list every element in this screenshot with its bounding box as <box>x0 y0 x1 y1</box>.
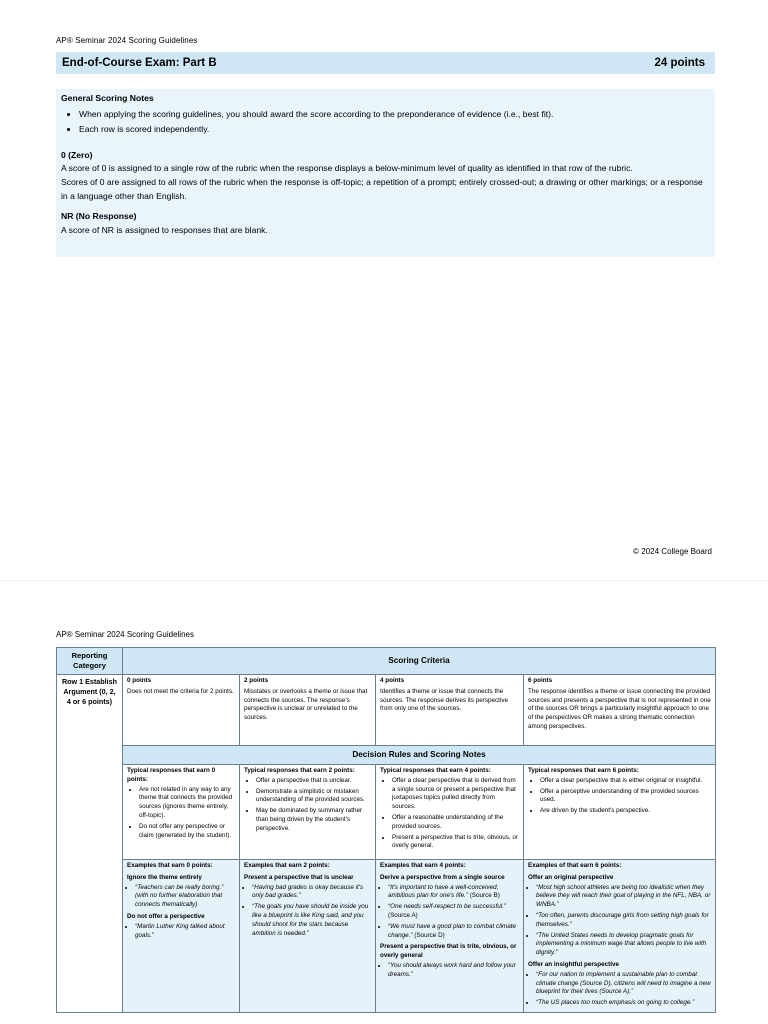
typical-2-points <box>240 765 376 860</box>
points-label: 4 points <box>380 677 405 684</box>
zero-title: 0 (Zero) <box>61 149 93 160</box>
example-subheading: Offer an original perspective <box>528 873 614 881</box>
typical-item: • Demonstrate a simplistic or mistaken understanding of the provided sources. <box>256 788 371 806</box>
example-subheading: Derive a perspective from a single source <box>380 873 505 881</box>
zero-paragraph-2: Scores of 0 are assigned to all rows of the rubric when the response is off-topic; a repetition of a prompt; entirely crossed-out; a drawing or other markings; or a response in a language other than English. <box>61 176 703 201</box>
example-quote: • “Having bad grades is okay because it's only bad grades.” <box>252 884 371 902</box>
example-quote: • “It's important to have a well-conceived, ambitious plan for one's life.” (Source B) <box>388 884 519 902</box>
typical-item: • Offer a perceptive understanding of the provided sources used. <box>540 788 711 806</box>
typical-title: Typical responses that earn 4 points: <box>380 767 491 774</box>
examples-6-points <box>524 860 716 1013</box>
example-quote: • “For our nation to implement a sustainable plan to combat climate change (Source D), citizens will need to imagine a new blueprint for their lives (Source A).” <box>536 971 711 997</box>
typical-0-points <box>123 765 240 860</box>
example-quote: • “The United States needs to develop pragmatic goals for implementing a minimum wage that allows people to live with dignity.” <box>536 932 711 958</box>
examples-4-points <box>376 860 524 1013</box>
general-scoring-notes <box>56 89 715 257</box>
example-quote: • “Most high school athletes are being too idealistic when they believe they will reach their goal of playing in the NFL, NBA, or WNBA.” <box>536 884 711 910</box>
reporting-category-header: Reporting Category <box>57 648 123 675</box>
nr-paragraph: A score of NR is assigned to responses that are blank. <box>61 224 268 235</box>
examples-2-points <box>240 860 376 1013</box>
row-1-category: Row 1 Establish Argument (0, 2, 4 or 6 points) <box>57 675 123 1013</box>
page-divider <box>0 580 768 613</box>
example-quote: • “Too often, parents discourage girls from setting high goals for themselves.” <box>536 912 711 930</box>
examples-title: Examples that earn 0 points: <box>127 862 213 869</box>
example-subheading: Ignore the theme entirely <box>127 873 202 881</box>
criteria-text: Identifies a theme or issue that connects the sources. The response derives its perspective from only one of the sources. <box>380 687 508 713</box>
page-header: AP® Seminar 2024 Scoring Guidelines <box>56 630 194 639</box>
example-quote: • “One needs self-respect to be successful.” (Source A) <box>388 903 519 921</box>
example-quote: • “The US places too much emphasis on going to college.” <box>536 999 711 1008</box>
examples-0-points <box>123 860 240 1013</box>
title-bar <box>56 52 715 74</box>
typical-title: Typical responses that earn 0 points: <box>127 767 216 783</box>
typical-item: • May be dominated by summary rather than being driven by the student's perspective. <box>256 807 371 833</box>
criteria-text: The response identifies a theme or issue connecting the provided sources and presents a perspective that is not represented in one of the sources OR brings a particularly insightful approach to one of the perspectives OR makes a strong thematic connection among perspectives. <box>528 687 711 730</box>
general-notes-title: General Scoring Notes <box>61 93 154 103</box>
typical-item: • Offer a clear perspective that is derived from a single source or present a perspective that juxtaposes topics pulled directly from sources. <box>392 777 519 812</box>
typical-item: • Are driven by the student's perspective. <box>540 807 711 816</box>
typical-6-points <box>524 765 716 860</box>
examples-title: Examples that earn 4 points: <box>380 862 466 869</box>
example-quote: • “Martin Luther King talked about goals.” <box>135 923 235 941</box>
example-quote: • “The goals you have should be inside you like a blueprint is like King said, and you should shoot for the stars because ambition is needed.” <box>252 903 371 938</box>
example-subheading: Do not offer a perspective <box>127 912 205 920</box>
criteria-2-points <box>240 675 376 746</box>
criteria-0-points <box>123 675 240 746</box>
copyright: © 2024 College Board <box>633 547 712 556</box>
total-points: 24 points <box>654 57 705 69</box>
example-subheading: Present a perspective that is trite, obvious, or overly general <box>380 943 517 960</box>
points-label: 0 points <box>127 677 152 684</box>
typical-item: • Present a perspective that is trite, obvious, or overly general. <box>392 834 519 852</box>
typical-4-points <box>376 765 524 860</box>
example-quote: • “Teachers can be really boring.” (with no further elaboration that connects thematically) <box>135 884 235 910</box>
exam-title: End-of-Course Exam: Part B <box>62 57 217 69</box>
typical-item: • Are not related in any way to any theme that connects the provided sources (ignores theme entirely, off-topic). <box>139 786 235 821</box>
criteria-4-points <box>376 675 524 746</box>
typical-title: Typical responses that earn 2 points: <box>244 767 355 774</box>
typical-item: • Offer a clear perspective that is either original or insightful. <box>540 777 711 786</box>
example-quote: • “You should always work hard and follow your dreams.” <box>388 962 519 980</box>
scoring-rubric-table <box>56 647 716 1013</box>
page-header: AP® Seminar 2024 Scoring Guidelines <box>56 36 198 45</box>
examples-title: Examples that earn 2 points: <box>244 862 330 869</box>
criteria-text: Misstates or overlooks a theme or issue that connects the sources. The response's perspective is unclear or unrelated to the sources. <box>244 687 368 722</box>
criteria-6-points <box>524 675 716 746</box>
example-subheading: Present a perspective that is unclear <box>244 873 354 881</box>
general-note-item: • When applying the scoring guidelines, you should award the score according to the preponderance of evidence (i.e., best fit). <box>79 108 710 122</box>
points-label: 6 points <box>528 677 553 684</box>
zero-paragraph-1: A score of 0 is assigned to a single row of the rubric when the response displays a below-minimum level of quality as identified in that row of the rubric. <box>61 163 633 174</box>
typical-item: • Offer a reasonable understanding of the provided sources. <box>392 814 519 832</box>
example-subheading: Offer an insightful perspective <box>528 960 619 968</box>
points-label: 2 points <box>244 677 269 684</box>
examples-title: Examples of that earn 6 points: <box>528 862 622 869</box>
typical-title: Typical responses that earn 6 points: <box>528 767 639 774</box>
page-2 <box>0 612 768 1024</box>
general-notes-list <box>61 108 710 137</box>
typical-item: • Do not offer any perspective or claim (generated by the student). <box>139 823 235 841</box>
nr-title: NR (No Response) <box>61 211 137 222</box>
typical-item: • Offer a perspective that is unclear. <box>256 777 371 786</box>
criteria-text: Does not meet the criteria for 2 points. <box>127 687 234 695</box>
example-quote: • “We must have a good plan to combat climate change.” (Source D) <box>388 923 519 941</box>
general-note-item: • Each row is scored independently. <box>79 123 710 137</box>
decision-rules-header: Decision Rules and Scoring Notes <box>123 746 716 765</box>
scoring-criteria-header: Scoring Criteria <box>123 648 716 675</box>
